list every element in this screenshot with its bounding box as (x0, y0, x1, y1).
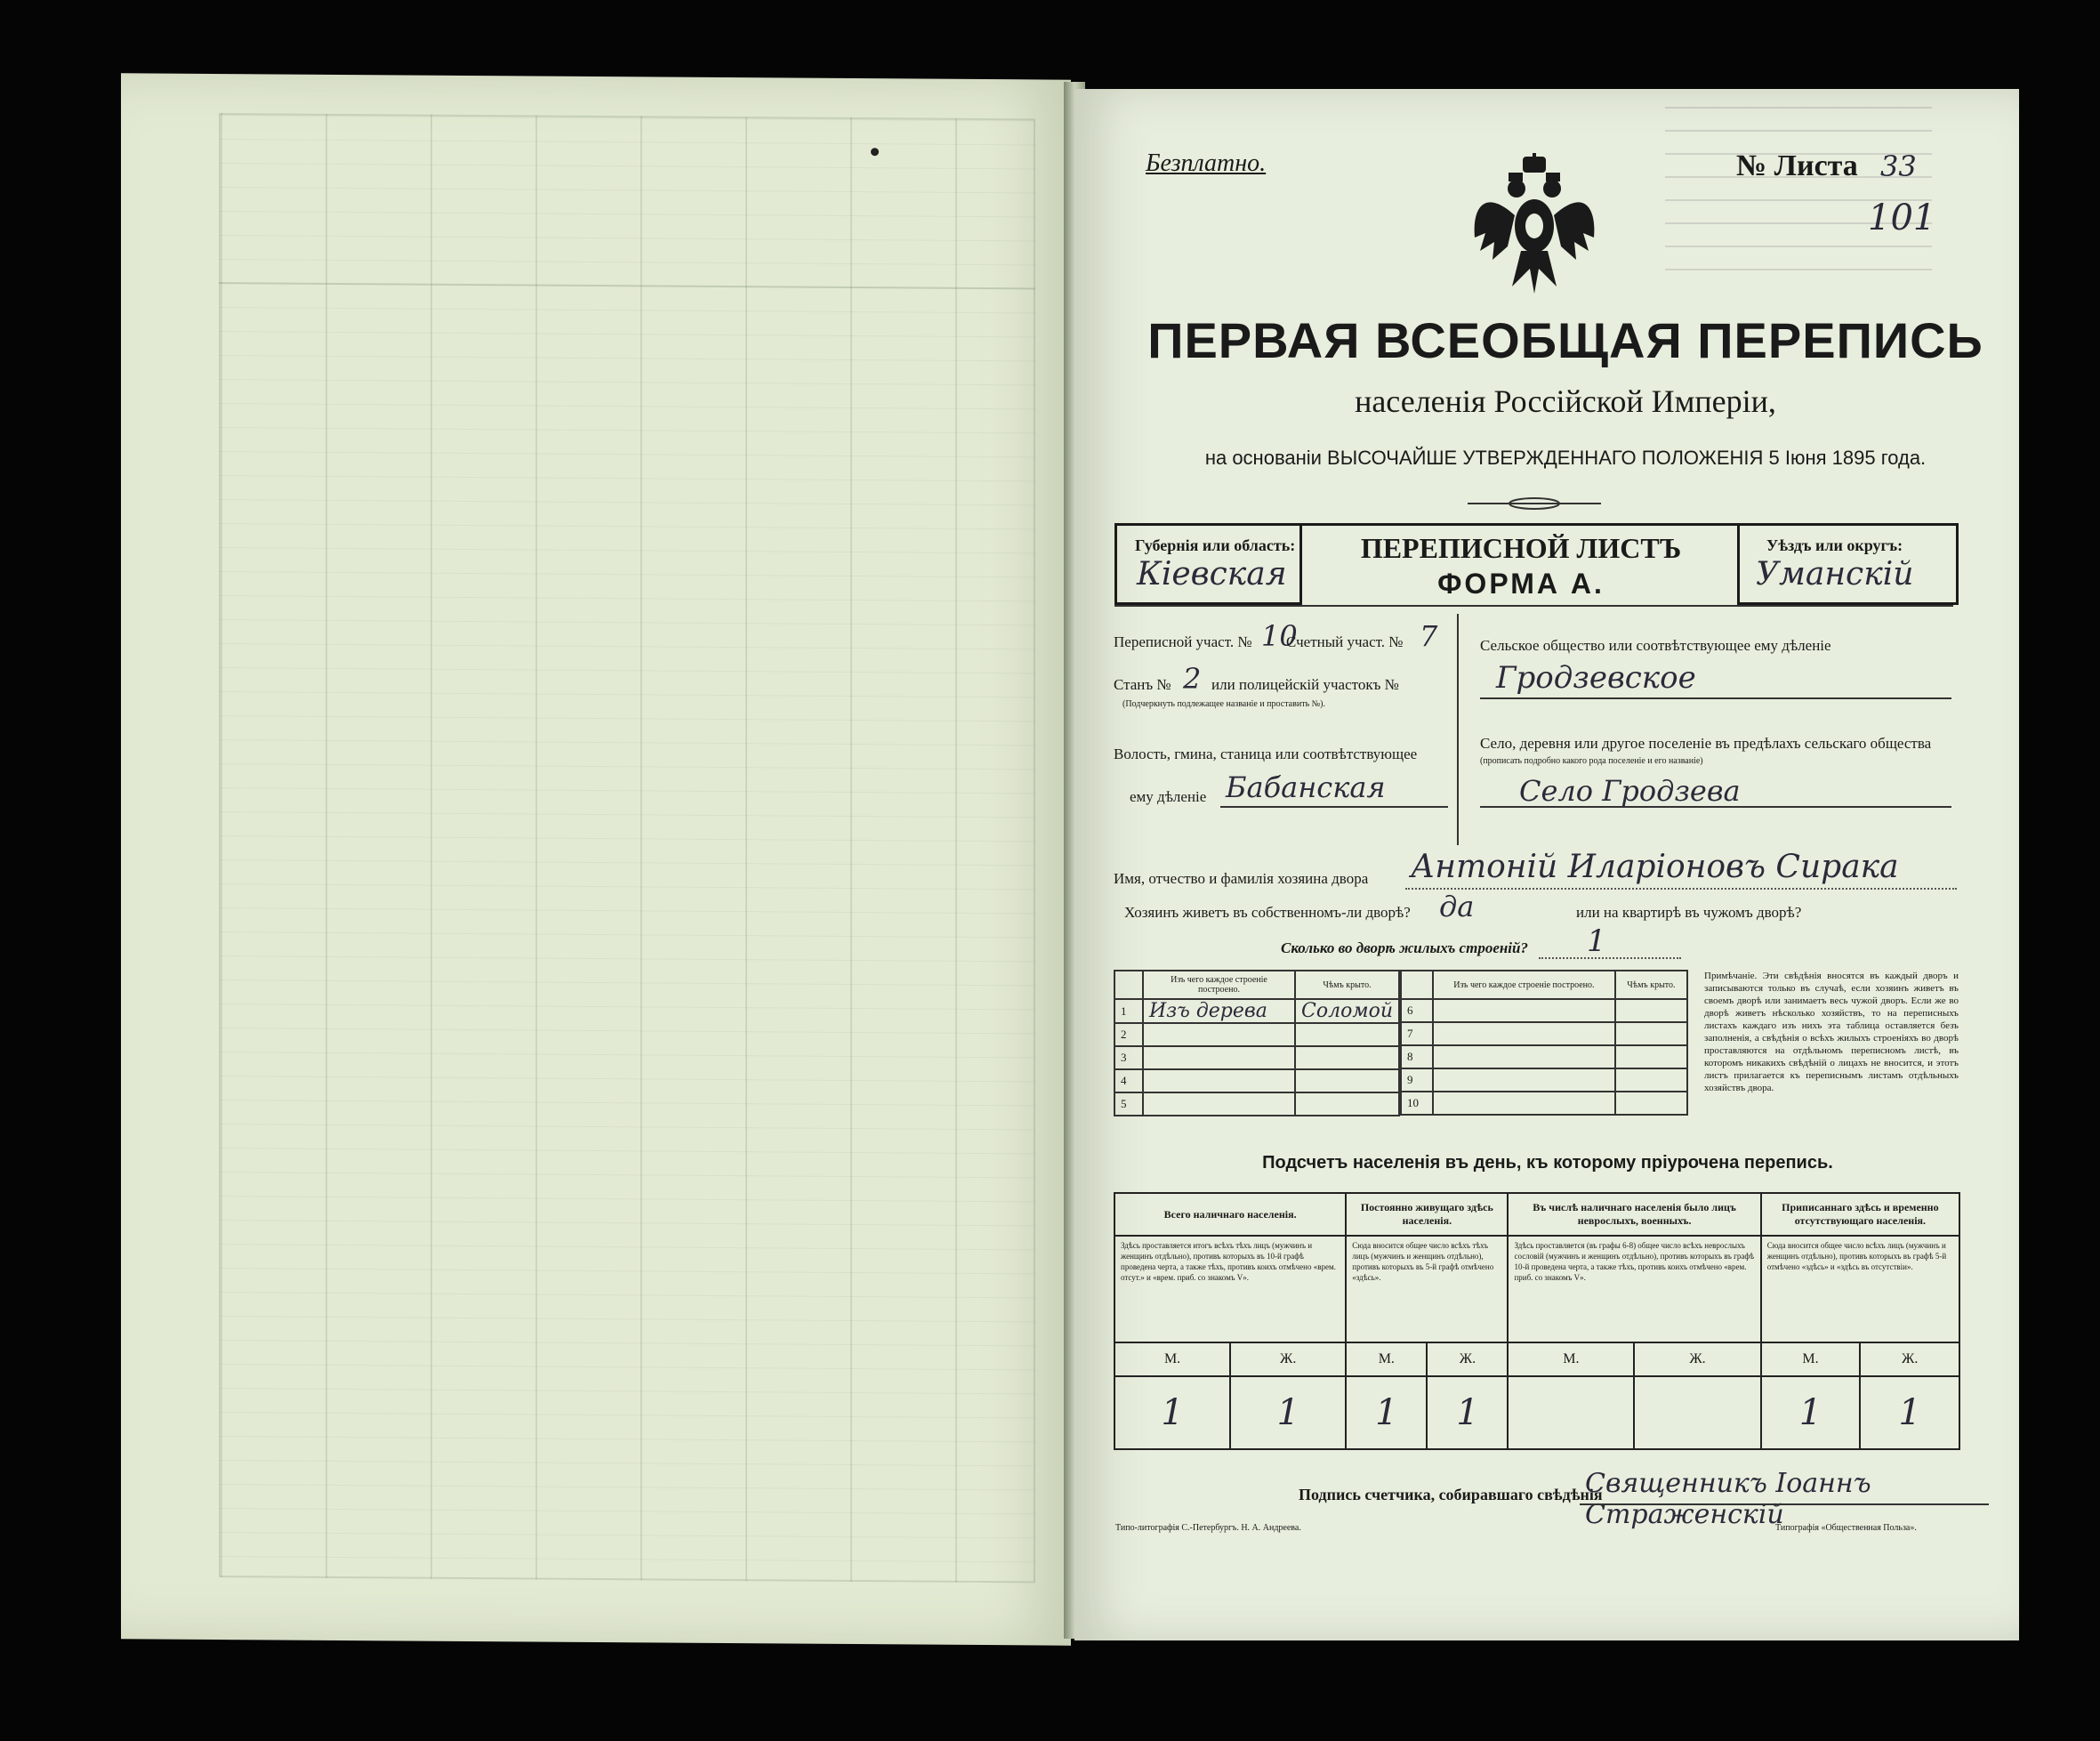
column-divider (1457, 614, 1459, 845)
own-yard-suffix: или на квартирѣ въ чужомъ дворѣ? (1576, 904, 1802, 921)
page-subtitle: населенія Россійской Имперіи, (1355, 383, 1776, 419)
buildings-underline (1539, 957, 1681, 959)
table-row: 3 (1114, 1046, 1399, 1069)
faded-table-header (219, 113, 1035, 289)
col-roof-header: Чѣмъ крыто. (1295, 971, 1399, 999)
ornament-divider (1468, 495, 1601, 512)
stan-value: 2 (1183, 662, 1202, 696)
page-title: ПЕРВАЯ ВСЕОБЩАЯ ПЕРЕПИСЬ (1147, 312, 1983, 368)
col-material-header: Изъ чего каждое строеніе построено. (1143, 971, 1295, 999)
free-label: Безплатно. (1146, 149, 1267, 177)
dwellings-table-right: Изъ чего каждое строеніе построено. Чѣмъ крыто. 6 7 8 9 10 (1400, 970, 1688, 1116)
ink-dot (871, 148, 879, 156)
obshchestvo-underline (1480, 697, 1951, 699)
ujezd-box (1737, 523, 1959, 605)
volost-label-2: ему дѣленіе (1130, 788, 1207, 805)
obshchestvo-value: Гродзевское (1496, 660, 1696, 696)
selo-note: (прописать подробно какого рода поселеніе и его названіе) (1480, 756, 1703, 766)
female-header: Ж. (1230, 1342, 1346, 1376)
volost-label: Волость, гмина, станица или соотвѣтствующее (1114, 746, 1418, 762)
double-headed-eagle-emblem (1468, 153, 1601, 295)
count-cell (1508, 1376, 1634, 1449)
buildings-value: 1 (1587, 923, 1606, 959)
obshchestvo-label: Сельское общество или соотвѣтствующее ему дѣленіе (1480, 637, 1831, 654)
perepisnoy-uchastok-value: 10 (1261, 619, 1298, 653)
enumerator-signature: Священникъ Іоаннъ Страженскій (1585, 1468, 1871, 1530)
schetny-uchastok-value: 7 (1420, 619, 1438, 653)
sheet-number-label: № Листа (1736, 149, 1858, 182)
faded-table-grid (219, 113, 1035, 1583)
dwellings-table-left (1114, 970, 1400, 1116)
dwellings-note: Примѣчаніе. Эти свѣдѣнія вносятся въ каждый дворъ и записываются только въ случаѣ, если хозяинъ живетъ въ своемъ дворѣ или занимаетъ весь чужой дворъ. Если же во дворѣ живетъ нѣсколько хозяйствъ, то на переписныхъ листахъ каждаго изъ нихъ эта таблица оставляется безъ заполненія, а свѣдѣнія о всѣхъ жилыхъ строеніяхъ во дворѣ проставляются на отдѣльномъ переписномъ листѣ, въ которомъ никакихъ свѣдѣній о лицахъ не вносится, и этотъ листъ прилагается къ переписнымъ листамъ отдѣльныхъ хозяйствъ двора. (1704, 971, 1959, 1093)
owner-value: Антоній Иларіоновъ Сирака (1411, 849, 1899, 885)
sheet-number-value: 33 (1880, 149, 1917, 183)
female-header: Ж. (1634, 1342, 1761, 1376)
female-header: Ж. (1860, 1342, 1959, 1376)
group-description: Здѣсь проставляется (въ графы 6-8) общее число всѣхъ неврослыхъ сословій (мужчинъ и женщинъ отдѣльно), противъ которыхъ въ графѣ 10-й проведена черта, а также тѣхъ, противъ коихъ отмѣчено «врем. приб. со знакомъ V». (1508, 1236, 1760, 1342)
stan-label: Станъ № (1114, 676, 1171, 693)
count-cell: 1 (1114, 1376, 1230, 1449)
volost-underline (1220, 806, 1448, 808)
table-row: 8 (1401, 1045, 1687, 1068)
legal-basis: на основаніи ВЫСОЧАЙШЕ УТВЕРЖДЕННАГО ПОЛОЖЕНІЯ 5 Іюня 1895 года. (1204, 447, 1927, 469)
own-yard-value: да (1439, 890, 1475, 923)
selo-label: Село, деревня или другое поселеніе въ предѣлахъ сельскаго общества (1480, 735, 1932, 752)
gubernia-value: Кіевская (1137, 556, 1287, 592)
table-row: 4 (1114, 1069, 1399, 1092)
form-name: ФОРМА А. (1437, 568, 1605, 600)
owner-underline (1405, 888, 1957, 890)
printer-imprint-left: Типо-литографія С.-Петербургъ. Н. А. Андреева. (1115, 1523, 1301, 1533)
left-page (121, 73, 1071, 1645)
count-cell: 1 (1427, 1376, 1508, 1449)
group-description: Здѣсь проставляется итогъ всѣхъ тѣхъ лицъ (мужчинъ и женщинъ отдѣльно), противъ которыхъ въ 10-й графѣ проведена черта, а также тѣхъ, противъ коихъ отмѣчено «врем. отсут.» и «врем. приб. со знакомъ V». (1114, 1236, 1346, 1342)
table-row: 5 (1114, 1092, 1399, 1116)
frame-divider (1114, 605, 1953, 607)
population-table (1114, 1192, 1960, 1450)
selo-value: Село Гродзева (1519, 774, 1741, 808)
count-cell: 1 (1860, 1376, 1959, 1449)
volost-value: Бабанская (1226, 770, 1386, 804)
count-cell (1634, 1376, 1761, 1449)
stan-note: (Подчеркнуть подлежащее названіе и проставить №). (1122, 699, 1325, 709)
female-header: Ж. (1427, 1342, 1508, 1376)
male-header: М. (1346, 1342, 1427, 1376)
bleed-through-text (1665, 107, 1932, 285)
table-row: 7 (1401, 1022, 1687, 1045)
owner-label: Имя, отчество и фамилія хозяина двора (1114, 870, 1369, 887)
table-row: 6 (1401, 999, 1687, 1022)
gubernia-box (1114, 523, 1302, 605)
ujezd-label: Уѣздъ или округъ: (1766, 536, 1903, 554)
group-header: Постоянно живущаго здѣсь населенія. (1346, 1193, 1508, 1236)
count-cell: 1 (1346, 1376, 1427, 1449)
group-description: Сюда вносится общее число всѣхъ тѣхъ лицъ (мужчинъ и женщинъ отдѣльно), противъ которыхъ въ 5-й графѣ отмѣчено «здѣсь». (1346, 1236, 1508, 1342)
male-header: М. (1761, 1342, 1861, 1376)
table-row: 1 Изъ дерева Соломой (1114, 999, 1399, 1023)
group-header: Приписаннаго здѣсь и временно отсутствующаго населенія. (1761, 1193, 1959, 1236)
own-yard-label: Хозяинъ живетъ въ собственномъ-ли дворѣ? (1124, 904, 1411, 921)
gubernia-label: Губернія или область: (1135, 536, 1296, 554)
stan-suffix: или полицейскій участокъ № (1211, 676, 1399, 693)
group-description: Сюда вносится общее число всѣхъ лицъ (мужчинъ и женщинъ отдѣльно), противъ которыхъ въ графѣ 5-й отмѣчено «здѣсь» и «здѣсь въ отсутствіи». (1761, 1236, 1959, 1342)
signature-underline (1580, 1503, 1989, 1505)
group-header: Всего наличнаго населенія. (1114, 1193, 1346, 1236)
sheet-number-value-2: 101 (1868, 197, 1936, 238)
male-header: М. (1508, 1342, 1634, 1376)
form-sheet-title: ПЕРЕПИСНОЙ ЛИСТЪ (1360, 532, 1682, 564)
selo-underline (1480, 806, 1951, 808)
buildings-label: Сколько во дворѣ жилыхъ строеній? (1281, 939, 1528, 956)
male-header: М. (1114, 1342, 1230, 1376)
printer-imprint-right: Типографія «Общественная Польза». (1775, 1523, 1917, 1533)
perepisnoy-uchastok-label: Переписной участ. № (1114, 633, 1252, 650)
table-row: 9 (1401, 1068, 1687, 1092)
ujezd-value: Уманскій (1756, 556, 1914, 592)
enumerator-label: Подпись счетчика, собиравшаго свѣдѣнія (1299, 1486, 1603, 1503)
population-caption: Подсчетъ населенія въ день, къ которому пріурочена перепись. (1262, 1153, 1833, 1173)
group-header: Въ числѣ наличнаго населенія было лицъ неврослыхъ, военныхъ. (1508, 1193, 1760, 1236)
table-row: 10 (1401, 1092, 1687, 1115)
count-cell: 1 (1761, 1376, 1861, 1449)
table-row: 2 (1114, 1023, 1399, 1046)
count-cell: 1 (1230, 1376, 1346, 1449)
schetny-uchastok-label: Счетный участ. № (1286, 633, 1404, 650)
